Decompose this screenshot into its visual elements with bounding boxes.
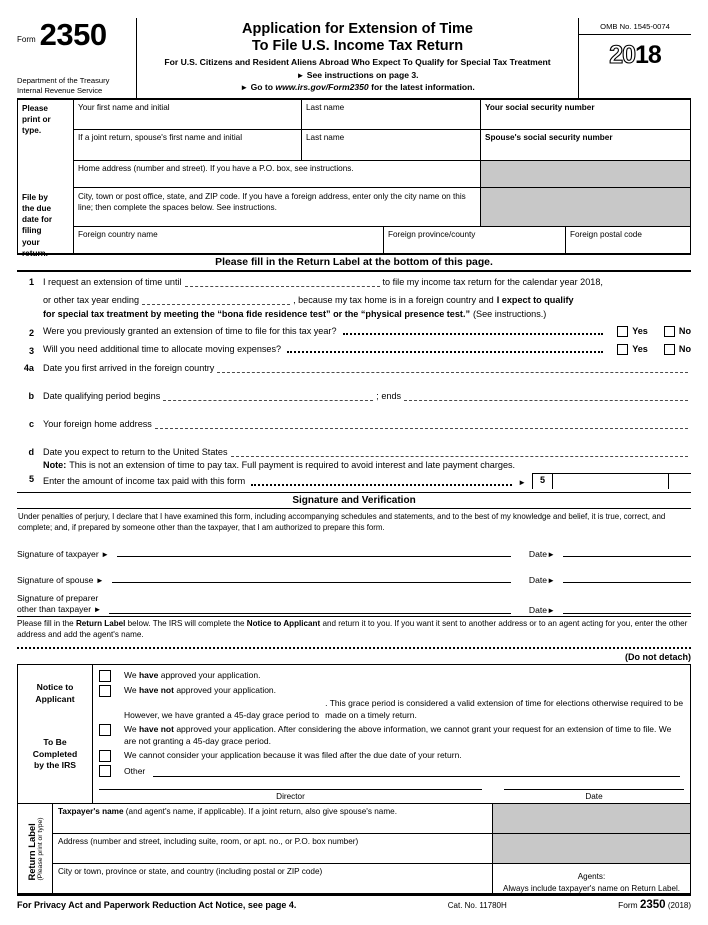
- line-3-text: Will you need additional time to allocate moving expenses?: [43, 344, 282, 355]
- instructions-text: See instructions on page 3.: [306, 70, 419, 81]
- note-text: This is not an extension of time to pay tax. Full payment is required to avoid interest and late payment charges.: [69, 460, 516, 471]
- line-2-text: Were you previously granted an extension of time to file for this tax year?: [43, 326, 337, 337]
- line-3-number: 3: [28, 346, 34, 356]
- line-2: [17, 325, 691, 338]
- goto-suffix: for the latest information.: [371, 82, 475, 93]
- return-label-city-field[interactable]: [53, 864, 493, 893]
- identity-fields: [74, 100, 690, 253]
- do-not-detach-label: (Do not detach): [625, 652, 691, 663]
- last-name-label: Last name: [306, 103, 345, 112]
- preparer-date-label: [529, 605, 555, 615]
- tax-year-century: 20: [609, 41, 635, 69]
- approved-text-a: We: [124, 670, 137, 681]
- return-label-name-row: [53, 804, 690, 834]
- preparer-date-input[interactable]: [563, 602, 691, 614]
- preparer-signature-input[interactable]: [109, 602, 511, 614]
- yes-label: Yes: [632, 344, 648, 355]
- shaded-area: [493, 834, 690, 863]
- line-5: [17, 473, 691, 489]
- city-state-zip-field[interactable]: [74, 188, 481, 226]
- spouse-signature-input[interactable]: [112, 571, 511, 583]
- foreign-province-label: Foreign province/county: [388, 230, 476, 239]
- line-5-number: 5: [28, 474, 34, 485]
- form-header: [17, 18, 691, 100]
- not-approved-denied-text: [124, 723, 684, 747]
- home-address-row: [74, 161, 690, 188]
- notice-text-d: Notice to Applicant: [246, 618, 321, 628]
- perjury-statement: Under penalties of perjury, I declare that I have examined this form, including accompanying schedules and statements, and to the best of my knowledge and belief, it is true, correct, and complete; and, if prepared by someone other than the taxpayer, that I am authorized to prepare this form.: [18, 512, 666, 532]
- notice-text-c: below. The IRS will complete the: [127, 618, 245, 628]
- irs-option-not-approved-denied[interactable]: [99, 723, 684, 747]
- spouse-signature-text: Signature of spouse: [17, 575, 94, 586]
- department-label: [17, 76, 109, 96]
- line-2-no-checkbox[interactable]: [664, 326, 675, 337]
- line-5-box-number: 5: [533, 474, 553, 489]
- page-subtitle: For U.S. Citizens and Resident Aliens Abroad Who Expect To Qualify for Special Tax Treatment: [164, 57, 551, 68]
- irs-option-other[interactable]: [99, 764, 684, 777]
- line-1-text-c: or other tax year ending: [43, 294, 140, 305]
- line-4c-input[interactable]: [155, 417, 688, 429]
- director-signature-row: [99, 789, 684, 804]
- line-1-text-a: I request an extension of time until: [43, 276, 182, 287]
- director-label: Director: [276, 791, 305, 801]
- preparer-label-line-1: Signature of preparer: [17, 593, 99, 604]
- irs-option-approved[interactable]: [99, 669, 684, 682]
- director-field[interactable]: [99, 789, 482, 803]
- leader-dots: [343, 325, 604, 335]
- grace-text-e: . This grace period is considered a valid extension of time for elections otherwise required to be made on a timely return.: [325, 697, 684, 720]
- date-text: Date: [528, 549, 548, 560]
- irs-use-section: [17, 664, 691, 804]
- grace-text-a: We: [124, 685, 137, 696]
- return-label-name-rest: (and agent's name, if applicable). If a joint return, also give spouse's name.: [125, 807, 397, 817]
- grace-text-b: have not: [138, 685, 174, 696]
- header-form-identity: [17, 18, 137, 98]
- denied-text-c: approved your application. After considering the above information, we cannot grant your request for an extension of time to file. We are not granting a 45-day grace period.: [124, 723, 672, 746]
- line-4c: [17, 417, 691, 429]
- foreign-postal-label: Foreign postal code: [570, 230, 642, 239]
- arrow-right-icon: ►: [93, 604, 102, 614]
- spouse-ssn-label: Spouse's social security number: [485, 133, 613, 142]
- denied-text-a: We: [124, 723, 137, 734]
- line-1-number: 1: [28, 276, 34, 287]
- line-5-dollars-input[interactable]: [553, 474, 669, 489]
- cannot-consider-checkbox[interactable]: [99, 750, 111, 762]
- taxpayer-date-input[interactable]: [563, 545, 691, 557]
- website-pointer: [141, 82, 574, 92]
- return-label-title: Return Label: [26, 823, 37, 881]
- line-1-tax-year-input[interactable]: [142, 293, 290, 305]
- privacy-act-notice: For Privacy Act and Paperwork Reduction Act Notice, see page 4.: [17, 900, 297, 911]
- line-2-no-option[interactable]: [664, 326, 691, 337]
- notice-to-applicant-label: Notice to Applicant: [35, 682, 75, 704]
- city-state-zip-label: City, town or post office, state, and ZIP code. If you have a foreign address, enter only the city name on this line; then complete the spaces below. See instructions.: [78, 192, 466, 213]
- department-line-1: Department of the Treasury: [17, 75, 110, 85]
- arrow-right-icon: ►: [95, 576, 104, 586]
- line-5-cents-input[interactable]: [669, 474, 691, 489]
- foreign-address-row: [74, 227, 690, 253]
- spouse-last-name-field[interactable]: [302, 130, 481, 160]
- form-lines: [17, 275, 691, 489]
- irs-date-label: Date: [585, 791, 603, 801]
- denied-text-b: have not: [138, 723, 174, 734]
- header-title-block: [137, 18, 579, 98]
- spouse-date-label: [529, 575, 555, 585]
- line-3: [17, 343, 691, 356]
- approved-checkbox[interactable]: [99, 670, 111, 682]
- line-1-until-input[interactable]: [185, 275, 380, 287]
- return-label-address-text: Address (number and street, including suite, room, or apt. no., or P.O. box number): [58, 837, 359, 847]
- approved-text-c: approved your application.: [160, 670, 261, 681]
- foreign-country-field[interactable]: [74, 227, 384, 253]
- taxpayer-date-label: [529, 549, 555, 559]
- catalog-number: Cat. No. 11780H: [447, 901, 507, 911]
- foreign-province-field[interactable]: [384, 227, 566, 253]
- line-1: [17, 275, 691, 287]
- taxpayer-signature-label: [17, 549, 109, 559]
- return-label-notice: [17, 616, 691, 641]
- preparer-signature-row: [17, 593, 691, 615]
- line-1-text-b: to file my income tax return for the calendar year 2018,: [382, 276, 603, 287]
- arrow-right-icon: ►: [240, 83, 249, 93]
- line-4d-input[interactable]: [231, 445, 688, 457]
- notice-text-a: Please fill in the: [17, 618, 74, 628]
- tax-year: [579, 35, 691, 70]
- line-4c-number: c: [28, 419, 34, 429]
- line-4b-text: Date qualifying period begins: [43, 391, 161, 401]
- spouse-first-name-label: If a joint return, spouse's first name and initial: [78, 133, 243, 142]
- approved-text: [124, 669, 684, 681]
- not-approved-grace-checkbox[interactable]: [99, 685, 111, 697]
- home-address-label: Home address (number and street). If you have a P.O. box, see instructions.: [78, 164, 354, 173]
- return-label-subtitle: (Please print or type): [37, 817, 44, 881]
- return-label-city-text: City or town, province or state, and country (including postal or ZIP code): [58, 867, 323, 877]
- arrow-right-icon: ►: [547, 605, 555, 615]
- arrow-right-icon: ►: [518, 478, 526, 488]
- home-address-field[interactable]: [74, 161, 481, 187]
- line-4b-number: b: [28, 391, 34, 401]
- taxpayer-signature-row: [17, 545, 691, 559]
- return-label-section: [17, 804, 691, 894]
- page-title-line-2: To File U.S. Income Tax Return: [251, 38, 464, 55]
- line-1-text-d: , because my tax home is in a foreign country and: [293, 294, 494, 305]
- grace-text-c: approved your application.: [176, 685, 277, 696]
- return-label-address-row: [53, 834, 690, 864]
- taxpayer-signature-input[interactable]: [117, 545, 511, 557]
- line-4d-note: [17, 461, 691, 470]
- footer-form-word: Form: [618, 900, 638, 911]
- irs-section-labels: [18, 665, 93, 803]
- return-label-city-row: [53, 864, 690, 893]
- page-title-line-1: Application for Extension of Time: [242, 21, 473, 37]
- tax-year-digits: 18: [635, 41, 661, 69]
- line-4c-text: Your foreign home address: [43, 419, 152, 429]
- goto-prefix: Go to: [250, 82, 274, 93]
- foreign-country-label: Foreign country name: [78, 230, 158, 239]
- shaded-area: [481, 161, 690, 187]
- return-label-fields: [53, 804, 690, 893]
- line-4b: [17, 389, 691, 401]
- first-name-label: Your first name and initial: [78, 103, 170, 112]
- notice-text-b: Return Label: [75, 618, 126, 628]
- last-name-field[interactable]: [302, 100, 481, 129]
- line-4d-text: Date you expect to return to the United States: [43, 447, 228, 457]
- return-label-banner: Please fill in the Return Label at the bottom of this page.: [17, 255, 691, 272]
- spouse-ssn-field[interactable]: [481, 130, 690, 160]
- spouse-signature-row: [17, 571, 691, 585]
- line-3-no-checkbox[interactable]: [664, 344, 675, 355]
- instructions-pointer: [141, 70, 574, 80]
- line-1-text-g: (See instructions.): [473, 309, 547, 319]
- leader-dots: [251, 476, 512, 486]
- agents-note: [493, 864, 690, 893]
- date-text: Date: [528, 604, 548, 615]
- cannot-consider-text: We cannot consider your application because it was filed after the due date of your return.: [124, 749, 462, 760]
- shaded-area: [481, 188, 690, 226]
- line-4a-number: 4a: [23, 363, 34, 373]
- identity-side-notes: [18, 100, 74, 258]
- line-4a-text: Date you first arrived in the foreign country: [43, 363, 215, 373]
- name-row-taxpayer: [74, 100, 690, 130]
- agents-note-line-1: Agents:: [577, 872, 606, 882]
- signature-section-heading: Signature and Verification: [17, 492, 691, 509]
- return-label-vertical-title: [18, 804, 53, 893]
- footer-form-year: (2018): [667, 901, 691, 911]
- arrow-right-icon: ►: [547, 550, 555, 560]
- date-text: Date: [528, 575, 548, 586]
- line-4b-ends-input[interactable]: [404, 389, 688, 401]
- form-footer: [17, 894, 691, 911]
- not-approved-grace-text: [124, 684, 684, 720]
- irs-option-cannot-consider[interactable]: [99, 749, 684, 762]
- line-3-no-option[interactable]: [664, 344, 691, 355]
- please-print-note: Please print or type.: [22, 104, 51, 136]
- irs-option-not-approved-grace[interactable]: [99, 684, 684, 720]
- not-approved-denied-checkbox[interactable]: [99, 724, 111, 736]
- do-not-detach-row: [17, 647, 691, 662]
- line-1-continued: [17, 293, 691, 305]
- spouse-date-input[interactable]: [563, 571, 691, 583]
- return-label-name-bold: Taxpayer's name: [58, 807, 124, 817]
- header-omb-block: [579, 18, 691, 98]
- taxpayer-signature-text: Signature of taxpayer: [17, 549, 99, 560]
- form-word-label: Form: [17, 35, 36, 45]
- irs-url-link[interactable]: www.irs.gov/Form2350: [275, 82, 369, 93]
- yes-label: Yes: [632, 326, 648, 337]
- line-1-text-e: I expect to qualify: [496, 294, 574, 305]
- leader-dots: [287, 343, 603, 353]
- line-2-yes-option[interactable]: [617, 326, 648, 337]
- return-label-name-field[interactable]: [53, 804, 493, 833]
- line-5-text: Enter the amount of income tax paid with this form: [43, 475, 246, 486]
- note-label: Note:: [43, 460, 67, 471]
- spouse-last-name-label: Last name: [306, 133, 345, 142]
- line-4a-input[interactable]: [217, 361, 688, 373]
- irs-options: [93, 665, 690, 803]
- line-3-yes-option[interactable]: [617, 344, 648, 355]
- ssn-label: Your social security number: [485, 103, 595, 112]
- footer-form-identity: [618, 899, 691, 911]
- spouse-signature-label: [17, 575, 104, 585]
- taxpayer-identity-block: [17, 100, 691, 258]
- agents-note-line-2: Always include taxpayer's name on Return Label.: [502, 883, 680, 893]
- other-label: Other: [124, 765, 146, 776]
- line-2-yes-checkbox[interactable]: [617, 326, 628, 337]
- no-label: No: [678, 326, 691, 337]
- first-name-field[interactable]: [74, 100, 302, 129]
- line-5-amount-box: [532, 473, 691, 489]
- line-4a: [17, 361, 691, 373]
- spouse-first-name-field[interactable]: [74, 130, 302, 160]
- return-label-address-field[interactable]: [53, 834, 493, 863]
- arrow-right-icon: ►: [101, 550, 110, 560]
- file-by-due-date-note: File by the due date for filing your return.: [22, 193, 53, 258]
- arrow-right-icon: ►: [296, 71, 305, 81]
- line-1-text-f: for special tax treatment by meeting the “bona fide residence test” or the “physical presence test.”: [43, 309, 471, 319]
- line-3-yes-checkbox[interactable]: [617, 344, 628, 355]
- line-1-continued-2: [17, 310, 691, 319]
- city-state-zip-row: [74, 188, 690, 227]
- arrow-right-icon: ►: [547, 576, 555, 586]
- other-checkbox[interactable]: [99, 765, 111, 777]
- department-line-2: Internal Revenue Service: [17, 85, 103, 95]
- line-2-number: 2: [28, 328, 34, 338]
- form-number: 2350: [39, 17, 107, 52]
- name-row-spouse: [74, 130, 690, 161]
- irs-date-field[interactable]: [504, 789, 684, 803]
- grace-text-d: However, we have granted a 45-day grace period to: [124, 709, 320, 720]
- foreign-postal-field[interactable]: [566, 227, 690, 253]
- to-be-completed-by-irs-label: To Be Completed by the IRS: [32, 737, 78, 771]
- preparer-signature-label: [17, 593, 101, 615]
- preparer-label-line-2: other than taxpayer: [17, 603, 92, 614]
- other-input[interactable]: [153, 765, 680, 777]
- line-4d: [17, 445, 691, 457]
- line-4d-number: d: [28, 447, 34, 457]
- ssn-field[interactable]: [481, 100, 690, 129]
- notice-text-e: and return it to you. If you want it sent to another address or to an agent acting for you, enter the other address and add the agent's name.: [17, 618, 688, 639]
- line-4b-begins-input[interactable]: [163, 389, 373, 401]
- no-label: No: [678, 344, 691, 355]
- line-4b-ends-label: ; ends: [376, 391, 402, 401]
- approved-text-b: have: [138, 670, 159, 681]
- footer-form-number: 2350: [639, 899, 666, 912]
- shaded-area: [493, 804, 690, 833]
- omb-number: OMB No. 1545-0074: [579, 18, 691, 35]
